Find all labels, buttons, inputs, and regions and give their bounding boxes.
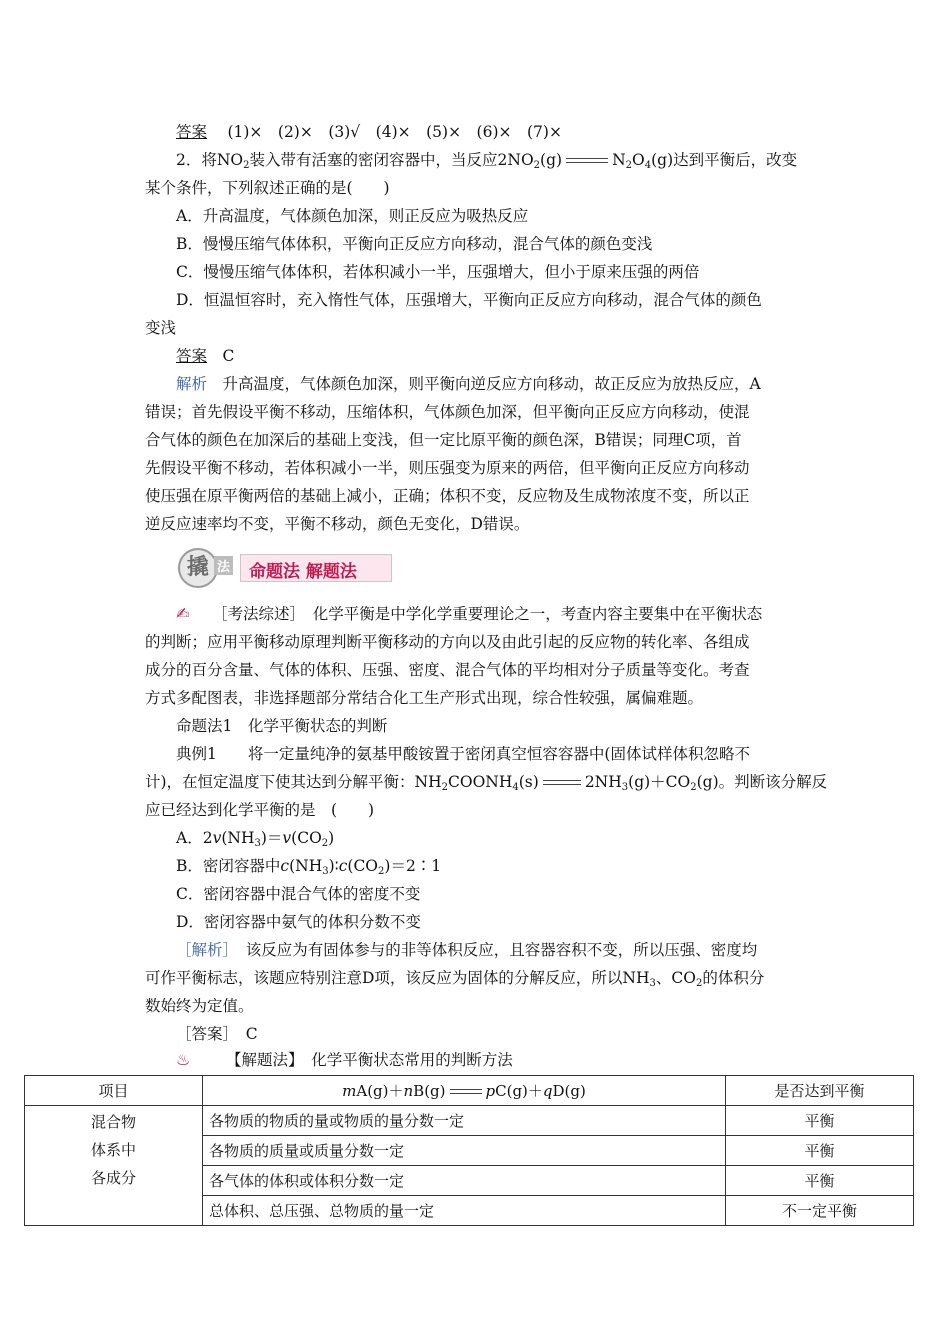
example-option-c: C．密闭容器中混合气体的密度不变 xyxy=(176,885,421,903)
opt-text: v xyxy=(212,829,222,847)
q2-analysis-line4: 先假设平衡不移动，若体积减小一半，则压强变为原来的两倍，但平衡向正反应方向移动 xyxy=(145,459,750,477)
row-condition: 各物质的物质的量或物质的量分数一定 xyxy=(203,1106,726,1136)
example-analysis-line2: 可作平衡标志，该题应特别注意D项，该反应为固体的分解反应，所以$NH_3$、$CO_2$的体积分 xyxy=(145,969,765,989)
stem-text: (g)达到平衡后，改变 xyxy=(651,151,798,169)
example-text: (g)。判断该分解反 xyxy=(696,773,828,791)
row-result: 平衡 xyxy=(726,1136,914,1166)
q2-option-b: B．慢慢压缩气体体积，平衡向正反应方向移动，混合气体的颜色变浅 xyxy=(176,235,653,253)
opt-text: c xyxy=(338,857,348,875)
hdr-text: n xyxy=(403,1082,414,1100)
stem-text: (g) xyxy=(540,151,563,169)
opt-text: B．密闭容器中 xyxy=(176,857,281,875)
example-line1 xyxy=(176,744,750,764)
q2-analysis-line5: 使压强在原平衡两倍的基础上减小，正确；体积不变，反应物及生成物浓度不变，所以正 xyxy=(145,487,750,505)
example-text: 计)，在恒定温度下使其达到分解平衡：NH xyxy=(145,773,442,791)
table-row xyxy=(25,1106,914,1136)
example-text: (g)＋CO xyxy=(628,773,691,791)
group-label-text: 各成分 xyxy=(90,1169,136,1187)
overview-line1 xyxy=(212,604,762,624)
analysis-text: 的体积分 xyxy=(702,969,765,987)
q2-stem-line2: 某个条件，下列叙述正确的是( ) xyxy=(145,179,390,197)
equilibrium-judgement-table xyxy=(24,1075,914,1226)
table-header-row xyxy=(25,1076,914,1106)
stem-text: N xyxy=(612,151,626,169)
example-text: 2NH xyxy=(584,773,622,791)
overview-text: 化学平衡是中学化学重要理论之一，考查内容主要集中在平衡状态 xyxy=(312,605,763,623)
q2-analysis-line3: 合气体的颜色在加深后的基础上变浅，但一定比原平衡的颜色深，B错误；同理C项，首 xyxy=(145,431,742,449)
hdr-text: C(g)＋ xyxy=(495,1082,543,1100)
equilibrium-arrow-icon xyxy=(562,156,612,166)
q2-analysis-line1 xyxy=(176,374,761,394)
flame-icon: ♨ xyxy=(176,1050,191,1069)
opt-text: (CO xyxy=(347,857,379,875)
method-title: 化学平衡状态常用的判断方法 xyxy=(311,1051,513,1069)
example-line2: 计)，在恒定温度下使其达到分解平衡：$NH_2COONH_4(s)$ $2NH_3(g)+CO_2(g)$。判断该分解反 xyxy=(145,773,828,793)
opt-text: (CO xyxy=(291,829,322,847)
opt-text: v xyxy=(282,829,292,847)
row-condition: 总体积、总压强、总物质的量一定 xyxy=(203,1196,726,1226)
example-label: 典例1 xyxy=(176,745,217,763)
method-heading xyxy=(226,1050,513,1070)
analysis-text: 该反应为有固体参与的非等体积反应，且容器容积不变，所以压强、密度均 xyxy=(245,941,758,959)
group-label-text: 混合物 xyxy=(90,1113,136,1131)
answer-value: C xyxy=(222,347,235,365)
header-reaction xyxy=(203,1076,726,1106)
opt-text: )＝ xyxy=(260,829,283,847)
row-result: 平衡 xyxy=(726,1106,914,1136)
q2-option-c: C．慢慢压缩气体体积，若体积减小一半，压强增大，但小于原来压强的两倍 xyxy=(176,263,700,281)
hdr-text: A(g)＋ xyxy=(356,1082,404,1100)
example-text: COONH xyxy=(448,773,513,791)
banner-title: 命题法 解题法 xyxy=(249,562,357,582)
stem-text: 装入带有活塞的密闭容器中，当反应2NO xyxy=(249,151,534,169)
q2-answer-line xyxy=(176,346,234,366)
example-option-b: B．密闭容器中$c(NH_3)∶c(CO_2)=2∶1$ xyxy=(176,857,442,877)
equilibrium-arrow-icon xyxy=(539,778,585,788)
analysis-label: 解析 xyxy=(176,375,208,393)
q2-analysis-line2: 错误；首先假设平衡不移动，压缩体积，气体颜色加深，但平衡向正反应方向移动，使混 xyxy=(145,403,750,421)
hdr-text: B(g) xyxy=(413,1082,446,1100)
answer-items: (1)× (2)× (3)√ (4)× (5)× (6)× (7)× xyxy=(227,123,562,141)
q2-option-a: A．升高温度，气体颜色加深，则正反应为吸热反应 xyxy=(176,207,529,225)
opt-text: (NH xyxy=(289,857,323,875)
q2-analysis-line6: 逆反应速率均不变，平衡不移动，颜色无变化，D错误。 xyxy=(145,515,530,533)
q2-option-d-line1: D．恒温恒容时，充入惰性气体，压强增大，平衡向正反应方向移动，混合气体的颜色 xyxy=(176,291,762,309)
answer-label: ［答案］ xyxy=(176,1025,231,1043)
pen-icon: ✍ xyxy=(176,604,190,623)
equilibrium-arrow-icon xyxy=(446,1087,486,1097)
row-condition: 各物质的质量或质量分数一定 xyxy=(203,1136,726,1166)
example-text: 将一定量纯净的氨基甲酸铵置于密闭真空恒容容器中(固体试样体积忽略不 xyxy=(247,745,750,763)
example-answer-line xyxy=(176,1024,258,1044)
q1-answer-line xyxy=(176,122,562,142)
hdr-text: q xyxy=(542,1082,553,1100)
answer-label: 答案 xyxy=(176,123,208,141)
analysis-text: 可作平衡标志，该题应特别注意D项，该反应为固体的分解反应，所以NH xyxy=(145,969,650,987)
row-result: 不一定平衡 xyxy=(726,1196,914,1226)
opt-text: A．2 xyxy=(176,829,213,847)
stem-text: 2．将NO xyxy=(176,151,244,169)
stem-text: O xyxy=(632,151,645,169)
overview-label: ［考法综述］ xyxy=(212,605,298,623)
answer-value: C xyxy=(245,1025,258,1043)
example-option-a: A．$2v(NH_3)=v(CO_2)$ xyxy=(176,829,335,849)
method1-title: 命题法1 化学平衡状态的判断 xyxy=(176,717,388,735)
opt-text: )∶ xyxy=(328,857,339,875)
analysis-text: 升高温度，气体颜色加深，则平衡向逆反应方向移动，故正反应为放热反应，A xyxy=(222,375,761,393)
group-label xyxy=(25,1106,203,1226)
example-line3: 应已经达到化学平衡的是 ( ) xyxy=(145,801,375,819)
opt-text: )＝2∶1 xyxy=(384,857,442,875)
hdr-text: m xyxy=(342,1082,357,1100)
badge-icon: 撬 xyxy=(178,548,218,588)
example-option-d: D．密闭容器中氨气的体积分数不变 xyxy=(176,913,421,931)
answer-label: 答案 xyxy=(176,347,208,365)
header-item: 项目 xyxy=(25,1076,203,1106)
row-result: 平衡 xyxy=(726,1166,914,1196)
example-text: (s) xyxy=(518,773,539,791)
example-analysis-line3: 数始终为定值。 xyxy=(145,997,254,1015)
method-label: 【解题法】 xyxy=(226,1051,296,1069)
header-result: 是否达到平衡 xyxy=(726,1076,914,1106)
opt-text: (NH xyxy=(221,829,255,847)
badge-small-text: 法 xyxy=(214,556,233,575)
opt-text: c xyxy=(280,857,290,875)
overview-line4: 方式多配图表，非选择题部分常结合化工生产形式出现，综合性较强，属偏难题。 xyxy=(145,689,704,707)
analysis-text: 、CO xyxy=(655,969,696,987)
example-analysis-line1 xyxy=(176,940,757,960)
q2-option-d-line2: 变浅 xyxy=(145,319,177,337)
overview-line3: 成分的百分含量、气体的体积、压强、密度、混合气体的平均相对分子质量等变化。考查 xyxy=(145,661,750,679)
overview-line2: 的判断；应用平衡移动原理判断平衡移动的方向以及由此引起的反应物的转化率、各组成 xyxy=(145,633,750,651)
section-banner xyxy=(178,548,396,588)
q2-stem-line1: 2．将$NO_2$装入带有活塞的密闭容器中，当反应$2NO_2(g)$ $N_2O_4(g)$达到平衡后，改变 xyxy=(176,151,798,171)
hdr-text: p xyxy=(485,1082,496,1100)
opt-text: ) xyxy=(328,829,335,847)
group-label-text: 体系中 xyxy=(90,1141,136,1159)
row-condition: 各气体的体积或体积分数一定 xyxy=(203,1166,726,1196)
hdr-text: D(g) xyxy=(552,1082,586,1100)
banner-box xyxy=(240,554,392,582)
analysis-label: ［解析］ xyxy=(176,941,231,959)
